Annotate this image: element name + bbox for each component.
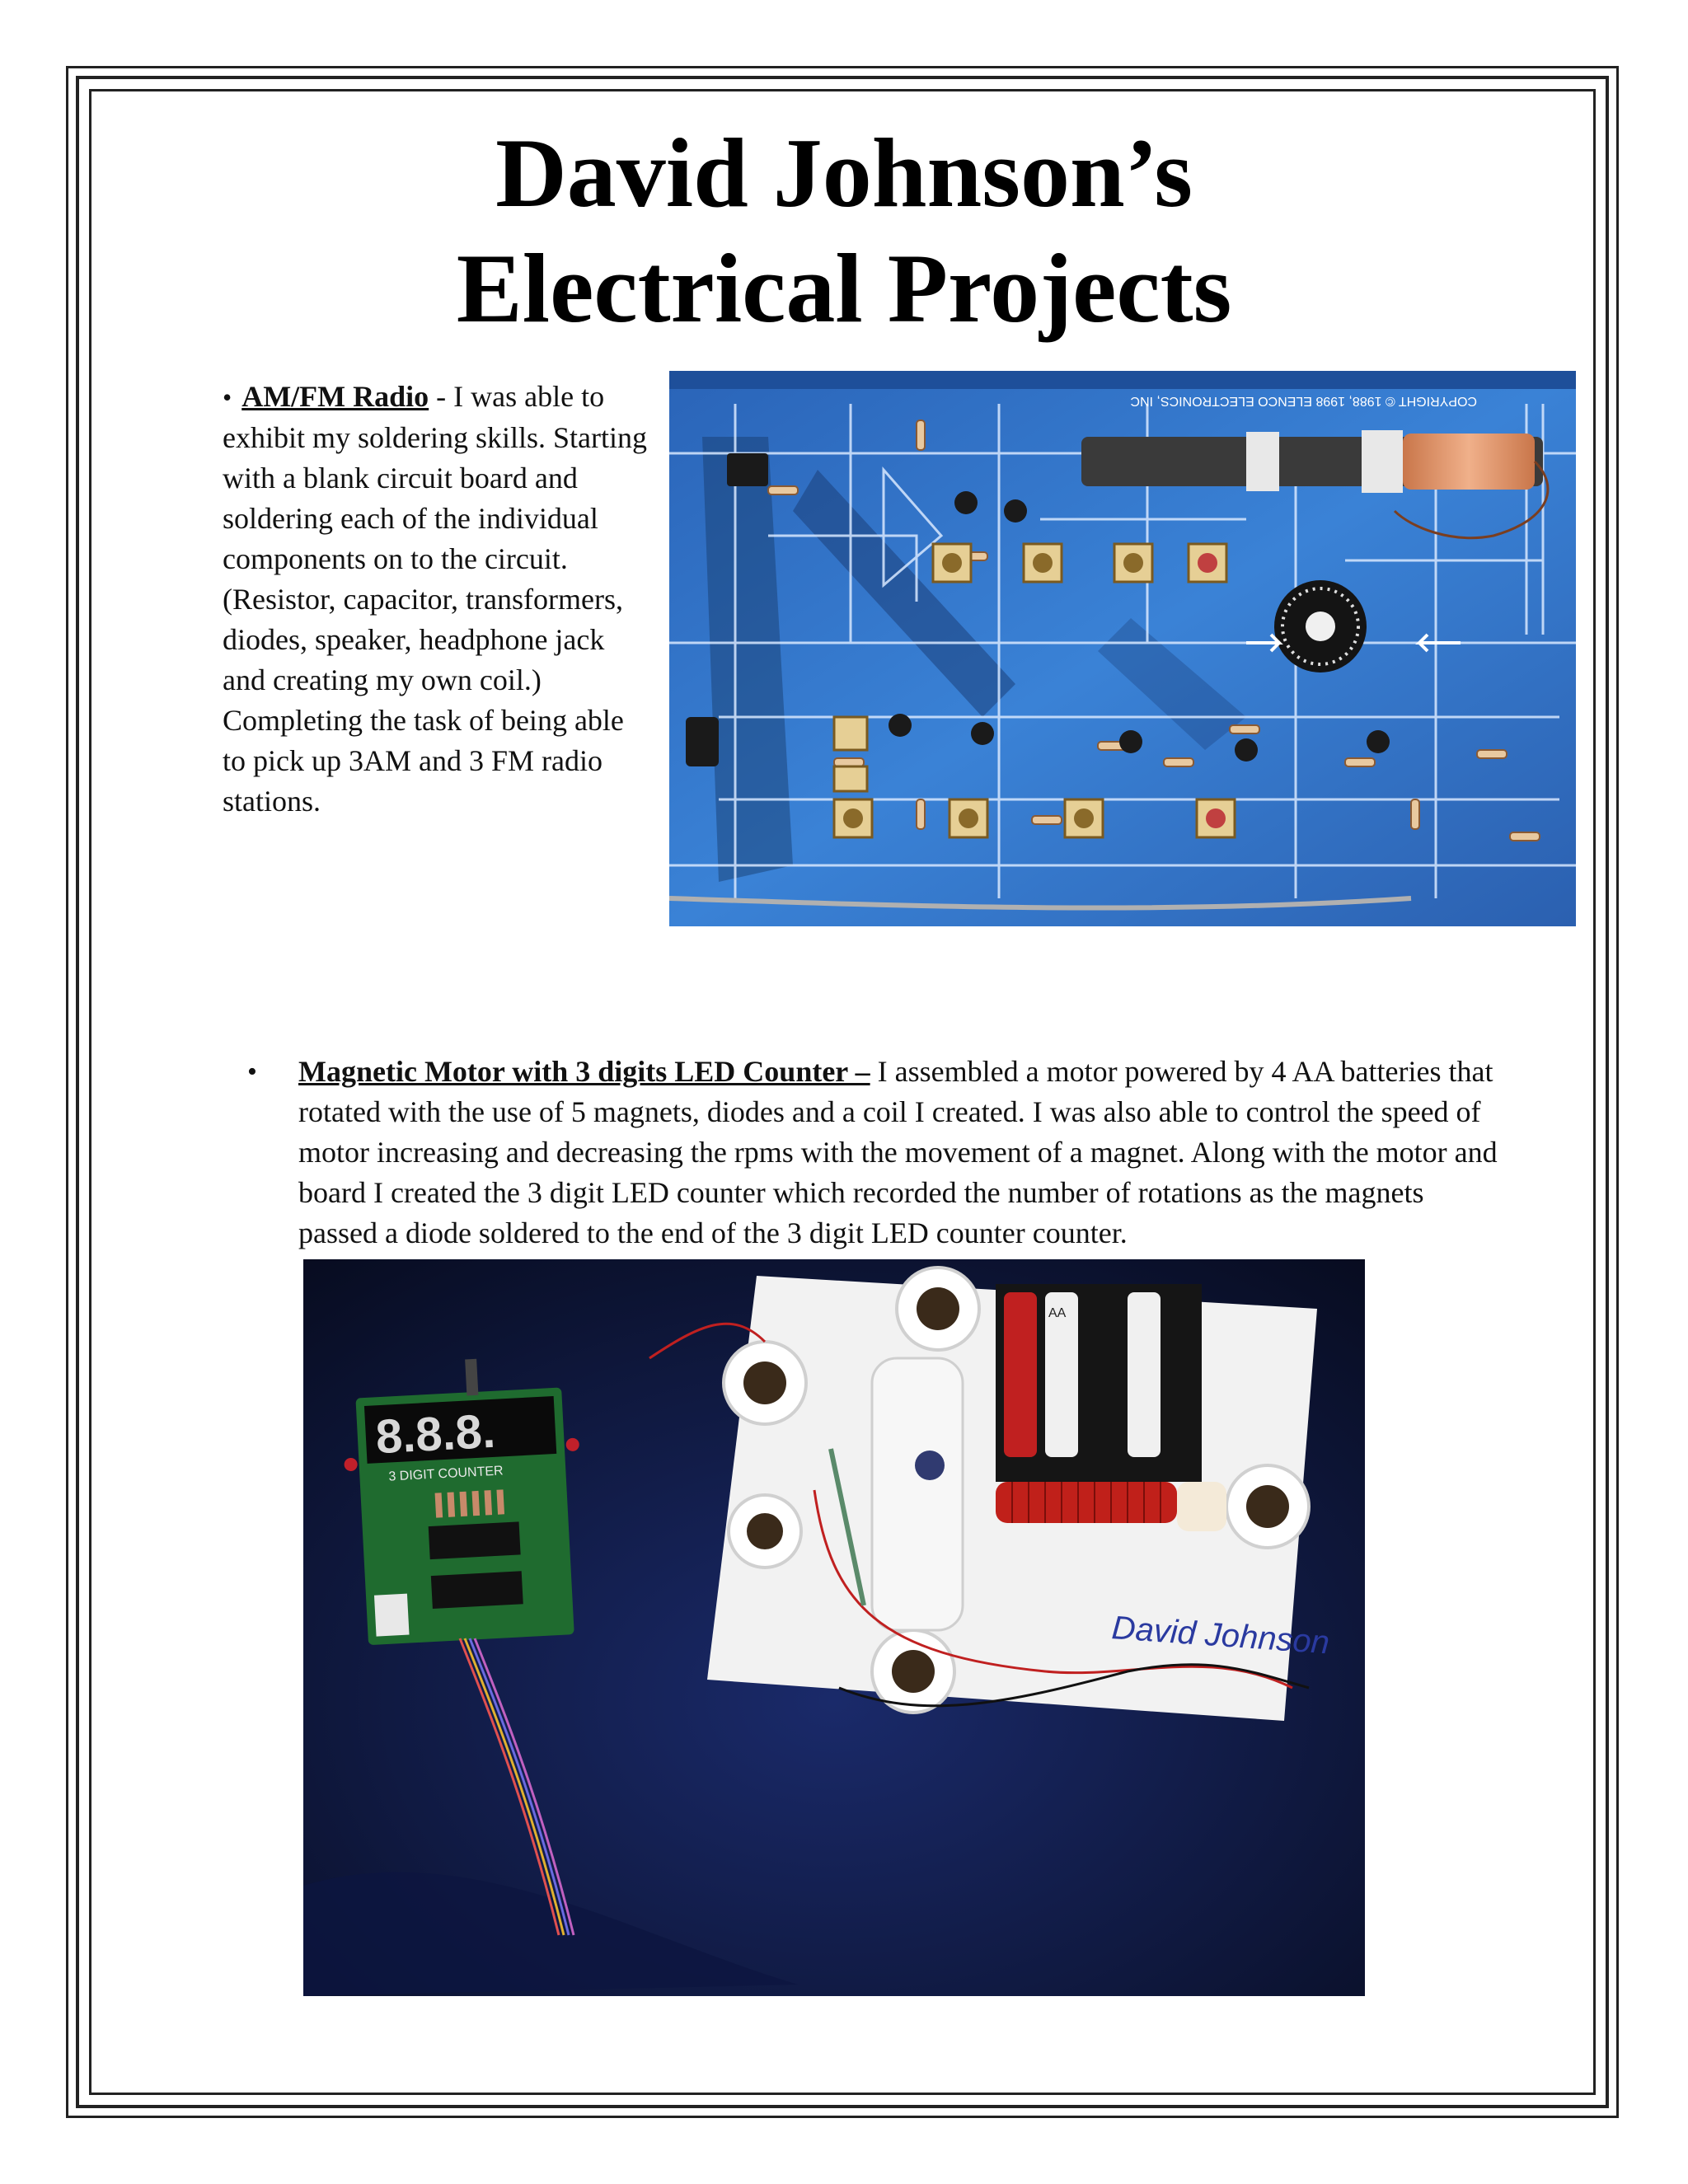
project-am-fm-radio — [223, 377, 651, 822]
project-description: I was able to exhibit my soldering skills. Starting with a blank circuit board and soldering each of the individual components on to the circuit. (Resistor, capacitor, transformers, diodes, speaker, headphone jack and creating my own coil.) Completing the task of being able to pick up 3AM and 3 FM radio stations. — [223, 380, 647, 818]
project-heading: AM/FM Radio — [241, 380, 429, 413]
battery-label: AA — [1048, 1306, 1067, 1320]
project-separator: - — [429, 380, 454, 413]
title-line-1: David Johnson’s — [495, 118, 1193, 227]
project-text — [298, 1052, 1502, 1254]
project-heading: Magnetic Motor with 3 digits LED Counter – — [298, 1055, 870, 1088]
board-copyright-label: COPYRIGHT © 1988, 1998 ELENCO ELECTRONICS, INC — [1130, 394, 1477, 408]
counter-label: 3 DIGIT COUNTER — [388, 1464, 504, 1484]
project-separator — [870, 1055, 878, 1088]
magnetic-motor-photo — [303, 1259, 1365, 1996]
title-line-2: Electrical Projects — [456, 233, 1232, 343]
bullet-icon: • — [223, 382, 232, 412]
board-signature: David Johnson — [1110, 1610, 1331, 1661]
counter-display: 8.8.8. — [374, 1404, 497, 1465]
bullet-icon: • — [247, 1057, 257, 1087]
radio-circuit-board-photo — [669, 371, 1576, 926]
page-title — [0, 115, 1688, 346]
project-description: I assembled a motor powered by 4 AA batteries that rotated with the use of 5 magnets, diodes and a coil I created. I was also able to control the speed of motor increasing and decreasing the rpms with the movement of a magnet. Along with the motor and board I created the 3 digit LED counter which recorded the number of rotations as the magnets passed a diode soldered to the end of the 3 digit LED counter counter. — [298, 1055, 1498, 1249]
